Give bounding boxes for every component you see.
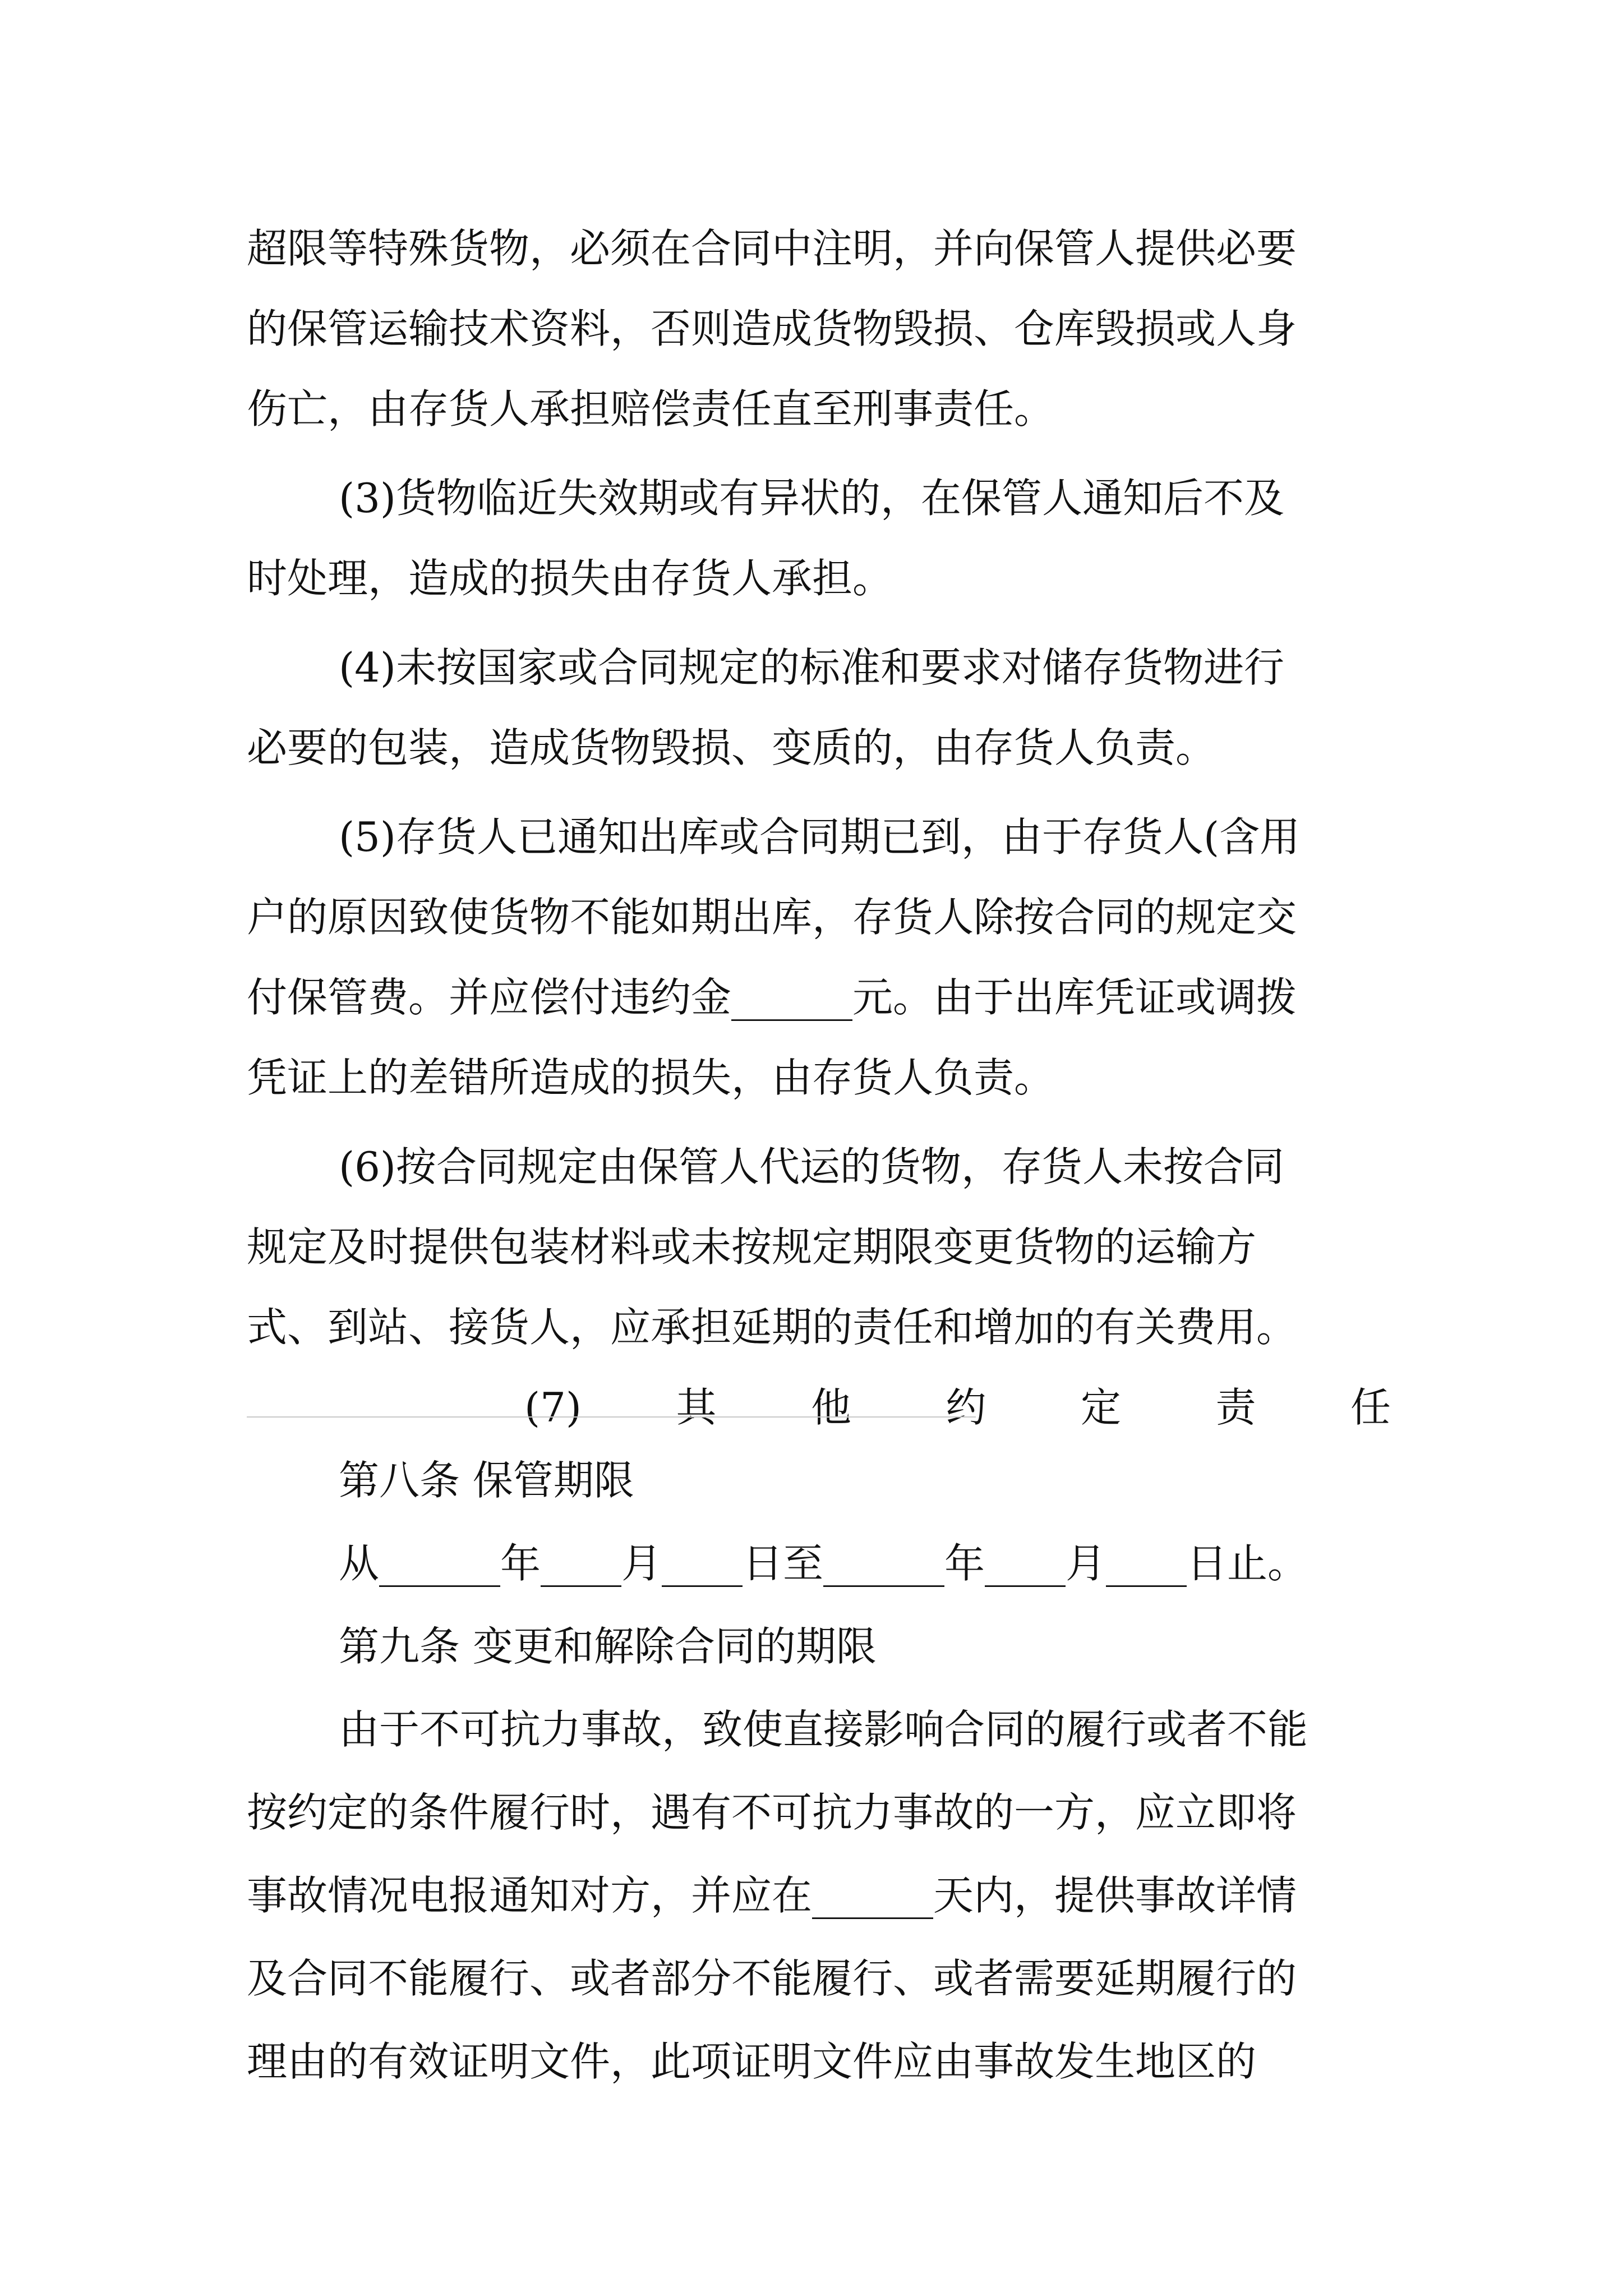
- clause-7-part: 任: [1350, 1384, 1391, 1431]
- clause-7-part: (7): [524, 1384, 582, 1431]
- article-9-line: 按约定的条件履行时，遇有不可抗力事故的一方，应立即将: [247, 1789, 1297, 1836]
- clause-6-line: 式、到站、接货人，应承担延期的责任和增加的有关费用。: [247, 1304, 1297, 1351]
- paragraph-line: 伤亡，由存货人承担赔偿责任直至刑事责任。: [247, 385, 1055, 432]
- clause-3-line: 时处理，造成的损失由存货人承担。: [247, 555, 893, 602]
- clause-7-part: 其: [676, 1384, 717, 1431]
- clause-5-line: (5)存货人已通知出库或合同期已到，由于存货人(含用: [339, 813, 1301, 861]
- articles-8-9: [247, 1439, 1391, 2103]
- clause-7-part: 责: [1215, 1384, 1256, 1431]
- article-9-line: 由于不可抗力事故，致使直接影响合同的履行或者不能: [339, 1706, 1308, 1753]
- clause-5-line: 户的原因致使货物不能如期出库，存货人除按合同的规定交: [247, 894, 1297, 941]
- article-8-period-line: 从______年____月____日至______年____月____日止。: [339, 1540, 1308, 1587]
- article-9-heading: 第九条 变更和解除合同的期限: [339, 1623, 877, 1670]
- clause-3-line: (3)货物临近失效期或有异状的，在保管人通知后不及: [339, 475, 1284, 522]
- paragraph-line: 超限等特殊货物，必须在合同中注明，并向保管人提供必要: [247, 225, 1297, 272]
- clause-4-line: (4)未按国家或合同规定的标准和要求对储存货物进行: [339, 644, 1284, 691]
- article-8-heading: 第八条 保管期限: [339, 1457, 634, 1504]
- clause-7-part: 他: [810, 1384, 851, 1431]
- liability-clauses: [247, 209, 1391, 1448]
- clause-7-part: 约: [946, 1384, 986, 1431]
- clause-4-line: 必要的包装，造成货物毁损、变质的，由存货人负责。: [247, 724, 1216, 771]
- article-9-line: 事故情况电报通知对方，并应在______天内，提供事故详情: [247, 1872, 1297, 1919]
- fill-in-blank-line: [247, 1416, 976, 1418]
- article-9-line: 理由的有效证明文件，此项证明文件应由事故发生地区的: [247, 2038, 1257, 2085]
- article-9-line: 及合同不能履行、或者部分不能履行、或者需要延期履行的: [247, 1955, 1297, 2002]
- clause-6-line: 规定及时提供包装材料或未按规定期限变更货物的运输方: [247, 1223, 1257, 1271]
- paragraph-line: 的保管运输技术资料，否则造成货物毁损、仓库毁损或人身: [247, 305, 1297, 352]
- clause-5-line: 凭证上的差错所造成的损失，由存货人负责。: [247, 1054, 1055, 1101]
- clause-7-heading: [247, 1368, 1391, 1448]
- clause-5-line: 付保管费。并应偿付违约金______元。由于出库凭证或调拨: [247, 974, 1297, 1021]
- clause-6-line: (6)按合同规定由保管人代运的货物，存货人未按合同: [339, 1143, 1284, 1190]
- clause-7-part: 定: [1080, 1384, 1121, 1431]
